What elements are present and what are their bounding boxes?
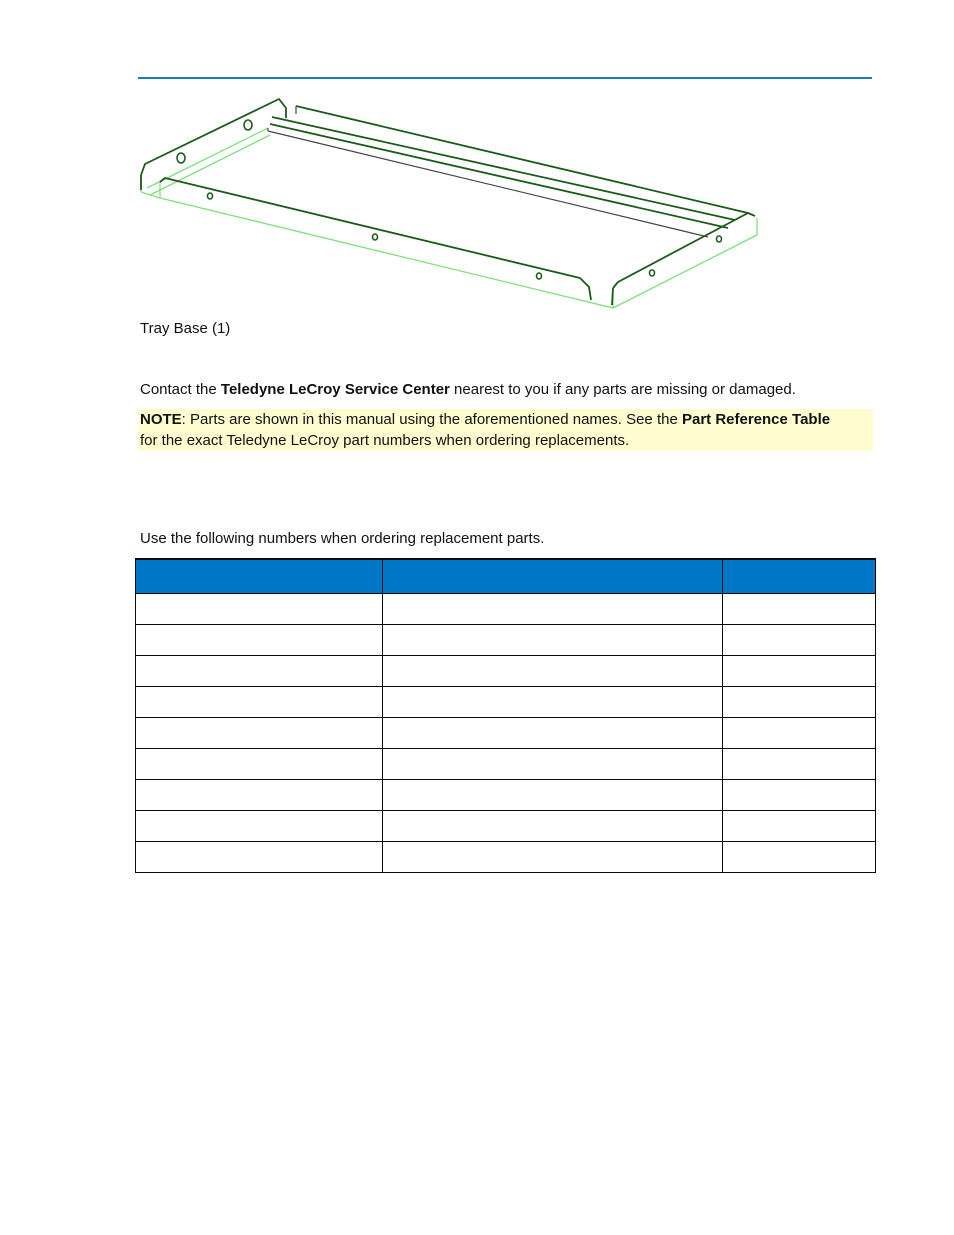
note-box bbox=[138, 409, 873, 451]
table-cell bbox=[383, 656, 723, 687]
table-cell bbox=[136, 842, 383, 873]
table-cell bbox=[136, 594, 383, 625]
table-cell bbox=[383, 718, 723, 749]
table-row bbox=[136, 749, 876, 780]
table-cell bbox=[136, 625, 383, 656]
table-cell bbox=[383, 625, 723, 656]
service-center-name: Teledyne LeCroy Service Center bbox=[220, 381, 450, 398]
column-header bbox=[136, 559, 383, 594]
note-label: NOTE bbox=[140, 411, 182, 428]
figure-caption: Tray Base (1) bbox=[140, 320, 231, 337]
tray-base-illustration bbox=[130, 90, 770, 315]
contact-paragraph bbox=[140, 379, 796, 400]
table-cell bbox=[136, 780, 383, 811]
table-cell bbox=[723, 718, 876, 749]
table-cell bbox=[723, 811, 876, 842]
table-header-row bbox=[136, 559, 876, 594]
table-cell bbox=[383, 749, 723, 780]
table-cell bbox=[383, 780, 723, 811]
table-cell bbox=[136, 811, 383, 842]
tray-light-edges bbox=[141, 128, 757, 308]
table-cell bbox=[383, 687, 723, 718]
header-rule bbox=[138, 77, 872, 79]
table-cell bbox=[723, 687, 876, 718]
table-cell bbox=[383, 842, 723, 873]
table-row bbox=[136, 625, 876, 656]
table-cell bbox=[723, 656, 876, 687]
table-row bbox=[136, 718, 876, 749]
contact-suffix: nearest to you if any parts are missing or damaged. bbox=[449, 381, 796, 398]
contact-prefix: Contact the bbox=[140, 381, 221, 398]
intro-text: Use the following numbers when ordering replacement parts. bbox=[140, 530, 545, 547]
note-line-2: for the exact Teledyne LeCroy part numbers when ordering replacements. bbox=[140, 432, 630, 449]
table-cell bbox=[723, 594, 876, 625]
part-reference-table-link[interactable]: Part Reference Table bbox=[681, 411, 831, 428]
table-row bbox=[136, 811, 876, 842]
column-header bbox=[723, 559, 876, 594]
table-cell bbox=[136, 656, 383, 687]
table-cell bbox=[723, 842, 876, 873]
table-cell bbox=[136, 687, 383, 718]
table-row bbox=[136, 656, 876, 687]
tray-rail bbox=[268, 106, 708, 237]
table-cell bbox=[136, 749, 383, 780]
table-row bbox=[136, 842, 876, 873]
part-reference-table bbox=[135, 558, 876, 873]
table-cell bbox=[723, 625, 876, 656]
table-cell bbox=[723, 780, 876, 811]
table-row bbox=[136, 687, 876, 718]
column-header bbox=[383, 559, 723, 594]
tray-dark-edges bbox=[141, 99, 755, 305]
table-row bbox=[136, 594, 876, 625]
table-row bbox=[136, 780, 876, 811]
table-cell bbox=[723, 749, 876, 780]
table-cell bbox=[383, 811, 723, 842]
table-cell bbox=[383, 594, 723, 625]
note-line-1 bbox=[140, 409, 871, 430]
table-cell bbox=[136, 718, 383, 749]
note-text-a: : Parts are shown in this manual using the aforementioned names. See the bbox=[181, 411, 682, 428]
